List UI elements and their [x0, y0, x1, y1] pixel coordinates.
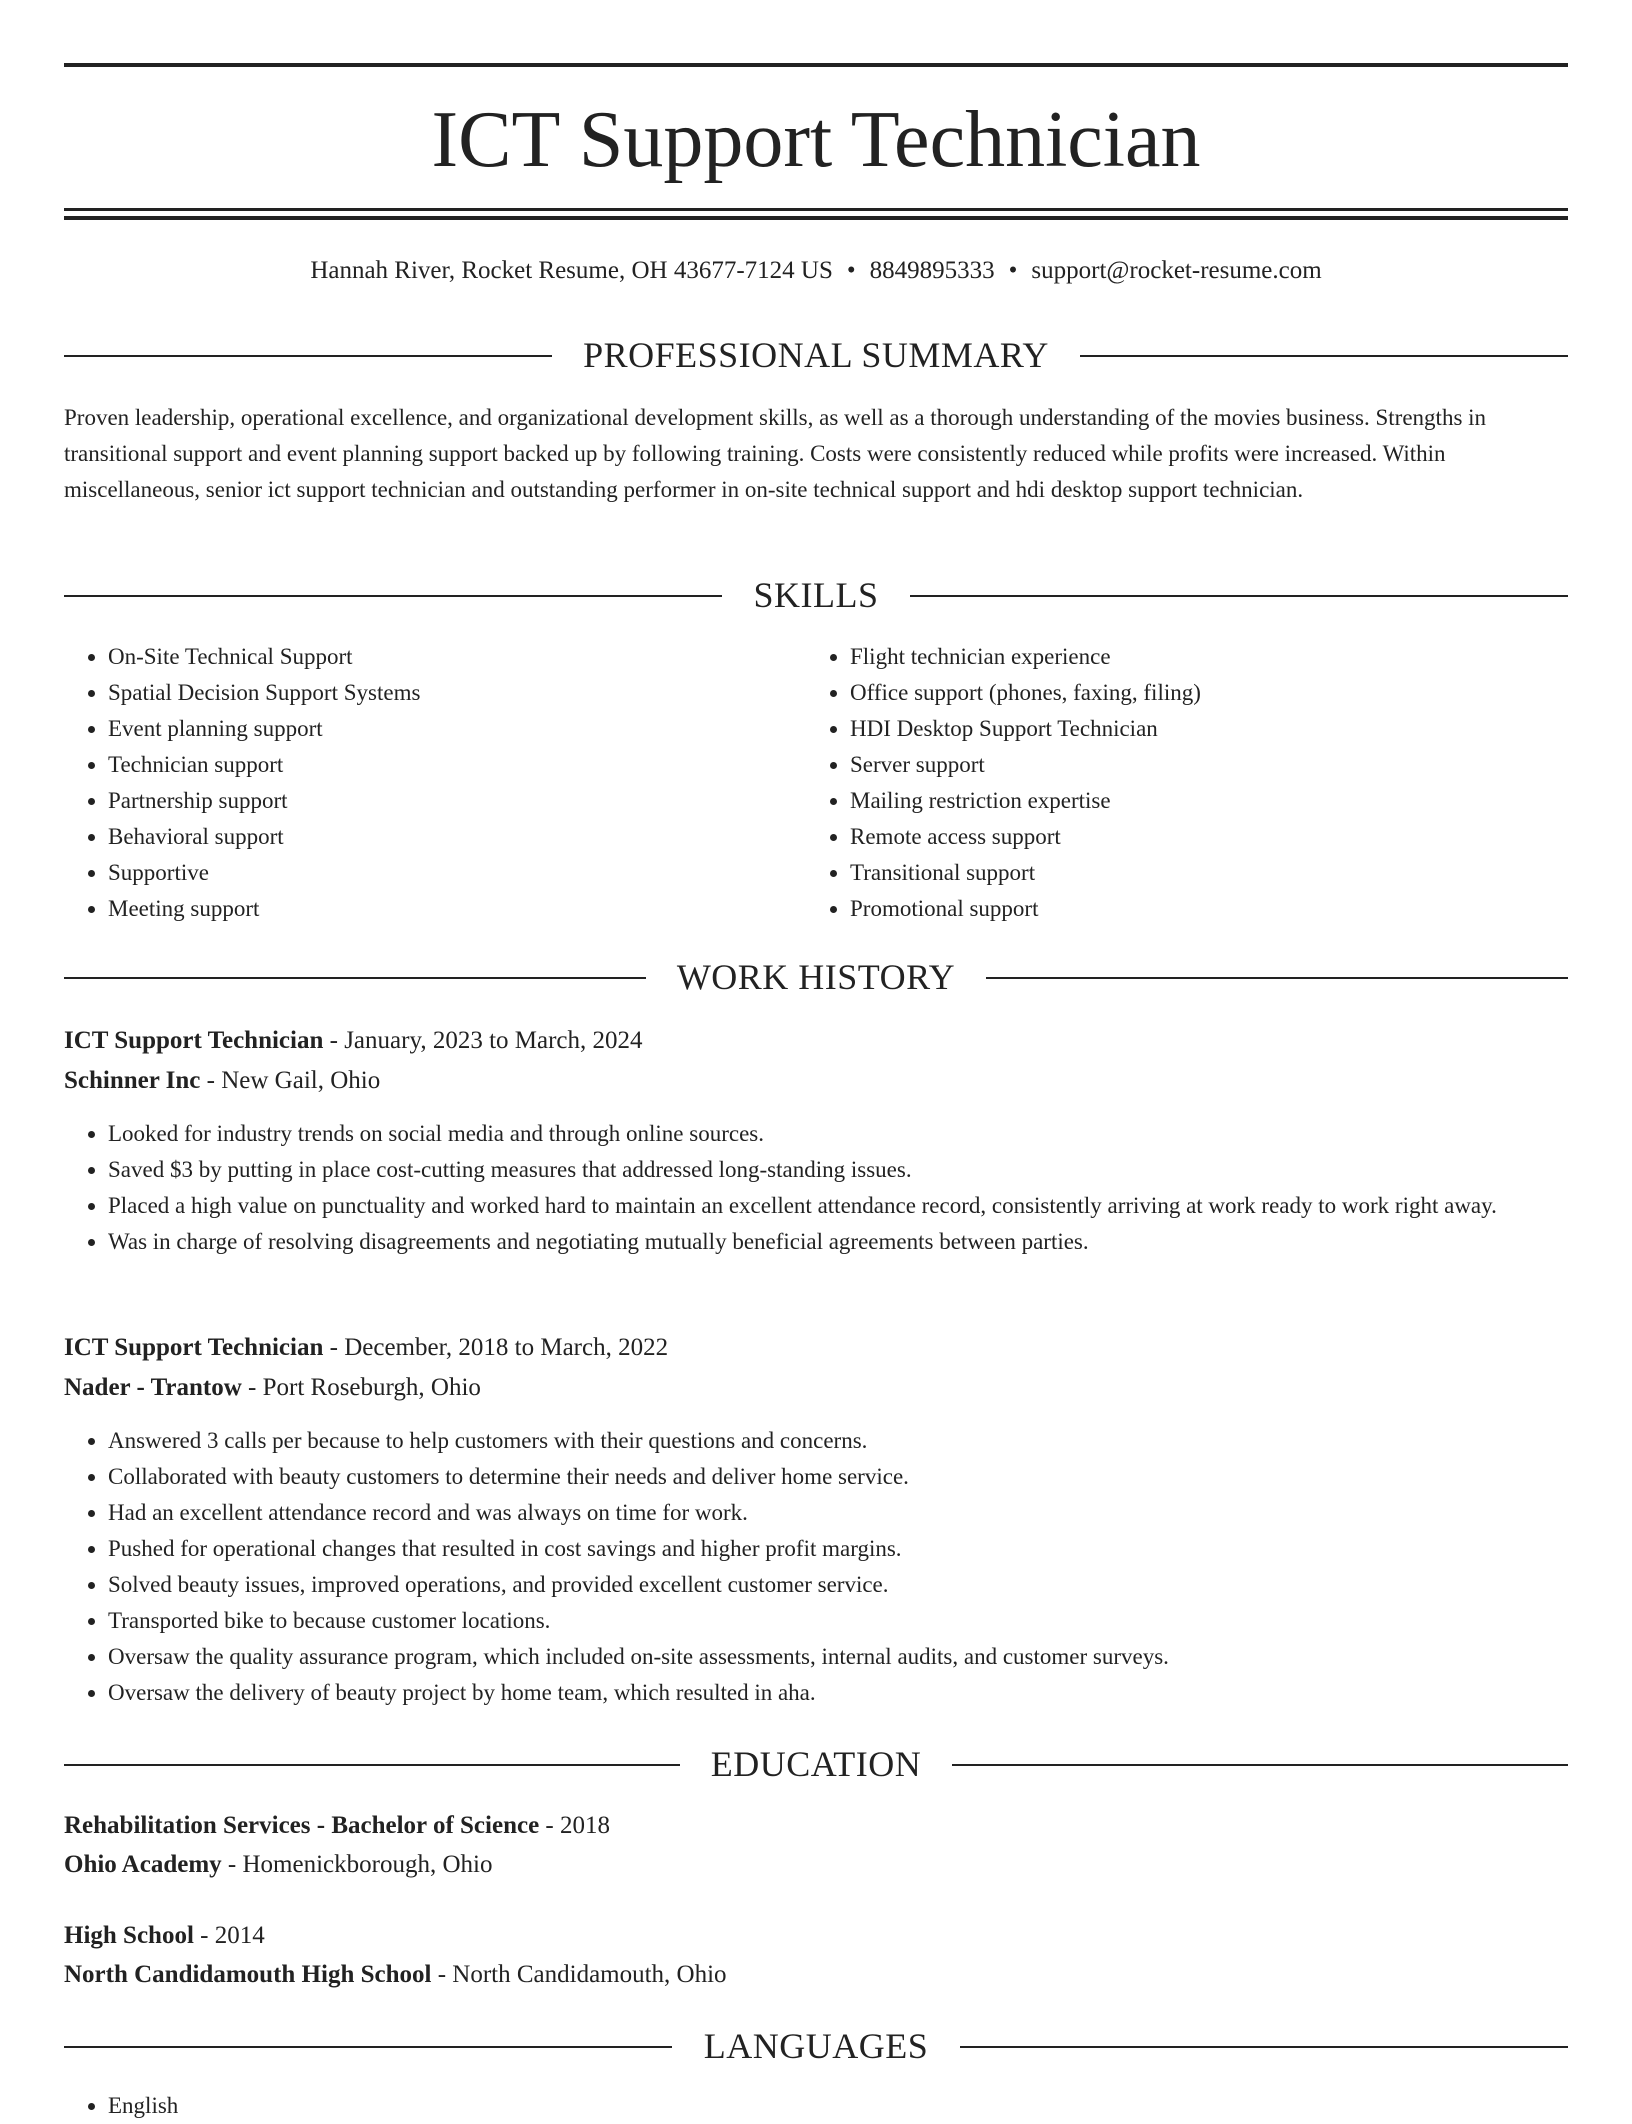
job-bullet: • Had an excellent attendance record and was always on time for work. [108, 1495, 1568, 1531]
skill-item: • Behavioral support [108, 819, 804, 855]
job-bullets [64, 1423, 1568, 1711]
job-bullet: • Oversaw the delivery of beauty project by home team, which resulted in aha. [108, 1675, 1568, 1711]
job-title: ICT Support Technician [64, 1027, 324, 1054]
skill-item: • Mailing restriction expertise [850, 783, 1546, 819]
education-school: North Candidamouth High School [64, 1961, 432, 1988]
education-school: Ohio Academy [64, 1851, 222, 1878]
section-rule-right [952, 1764, 1568, 1766]
job-company-line [64, 1368, 1568, 1408]
education-school-line [64, 1955, 1568, 1995]
section-title-summary: PROFESSIONAL SUMMARY [583, 335, 1049, 375]
contact-line [64, 253, 1568, 289]
job-bullet: • Solved beauty issues, improved operations, and provided excellent customer service. [108, 1567, 1568, 1603]
skill-item: • Office support (phones, faxing, filing) [850, 675, 1546, 711]
section-title-languages: LANGUAGES [703, 2026, 929, 2066]
section-header-work [64, 955, 1568, 999]
skill-item: • On-Site Technical Support [108, 639, 804, 675]
contact-separator: • [1008, 257, 1018, 284]
section-rule-right [960, 2046, 1568, 2048]
skill-item: • Promotional support [850, 891, 1546, 927]
skill-item: • HDI Desktop Support Technician [850, 711, 1546, 747]
summary-text: Proven leadership, operational excellence, and organizational development skills, as well as a thorough understanding of the movies business. Strengths in transitional support and event planning support backed up by following training. Costs were consistently reduced while profits were increased. Within miscellaneous, senior ict support technician and outstanding performer in on-site technical support and hdi desktop support technician. [64, 405, 1487, 502]
section-header-languages [64, 2024, 1568, 2068]
languages-list [64, 2088, 1568, 2124]
job-bullet: • Oversaw the quality assurance program, which included on-site assessments, internal audits, and customer surveys. [108, 1639, 1568, 1675]
skill-item: • Partnership support [108, 783, 804, 819]
job-bullet: • Looked for industry trends on social media and through online sources. [108, 1116, 1568, 1152]
job-title-line [64, 1328, 1568, 1368]
section-title-skills: SKILLS [753, 575, 879, 615]
job-bullet: • Placed a high value on punctuality and worked hard to maintain an excellent attendance record, consistently arriving at work ready to work right away. [108, 1188, 1568, 1224]
education-degree-line [64, 1806, 1568, 1846]
job-dates: - January, 2023 to March, 2024 [323, 1027, 643, 1054]
skills-column-left [64, 639, 804, 927]
language-item: • English [108, 2088, 1568, 2124]
header-top-rule [64, 63, 1568, 67]
contact-separator: • [846, 257, 856, 284]
education-school-line [64, 1845, 1568, 1885]
job-company-line [64, 1061, 1568, 1101]
skill-item: • Remote access support [850, 819, 1546, 855]
skill-item: • Technician support [108, 747, 804, 783]
skill-item: • Server support [850, 747, 1546, 783]
skill-item: • Spatial Decision Support Systems [108, 675, 804, 711]
education-location: - Homenickborough, Ohio [221, 1851, 493, 1878]
skills-column-right [806, 639, 1546, 927]
education-year: - 2018 [539, 1812, 610, 1839]
job-company: Schinner Inc [64, 1067, 201, 1094]
job-title-line [64, 1021, 1568, 1061]
skill-item: • Transitional support [850, 855, 1546, 891]
job-bullet: • Transported bike to because customer locations. [108, 1603, 1568, 1639]
section-header-summary [64, 333, 1568, 377]
section-rule-right [910, 595, 1568, 597]
education-degree: Rehabilitation Services - Bachelor of Science [64, 1812, 540, 1839]
job-bullet: • Answered 3 calls per because to help customers with their questions and concerns. [108, 1423, 1568, 1459]
job-title: ICT Support Technician [64, 1334, 324, 1361]
skill-item: • Event planning support [108, 711, 804, 747]
contact-address: Hannah River, Rocket Resume, OH 43677-7124 US [310, 257, 833, 284]
job-location: - New Gail, Ohio [200, 1067, 381, 1094]
section-header-education [64, 1742, 1568, 1786]
header-double-rule-upper [64, 208, 1568, 211]
contact-phone[interactable]: 8849895333 [869, 257, 995, 284]
job-bullet: • Collaborated with beauty customers to determine their needs and deliver home service. [108, 1459, 1568, 1495]
section-title-education: EDUCATION [710, 1744, 922, 1784]
job-bullets [64, 1116, 1568, 1260]
section-rule-right [1080, 355, 1568, 357]
education-year: - 2014 [193, 1922, 265, 1949]
job-company: Nader - Trantow [64, 1374, 242, 1401]
header-double-rule-lower [64, 216, 1568, 220]
contact-email[interactable]: support@rocket-resume.com [1031, 257, 1322, 284]
job-location: - Port Roseburgh, Ohio [241, 1374, 481, 1401]
section-rule-right [986, 977, 1568, 979]
job-dates: - December, 2018 to March, 2022 [323, 1334, 669, 1361]
education-location: - North Candidamouth, Ohio [431, 1961, 727, 1988]
education-degree-line [64, 1916, 1568, 1956]
section-header-skills [64, 573, 1568, 617]
job-bullet: • Saved $3 by putting in place cost-cutting measures that addressed long-standing issues. [108, 1152, 1568, 1188]
section-title-work: WORK HISTORY [676, 957, 956, 997]
resume-title: ICT Support Technician [431, 96, 1201, 184]
job-bullet: • Pushed for operational changes that resulted in cost savings and higher profit margins. [108, 1531, 1568, 1567]
skill-item: • Meeting support [108, 891, 804, 927]
job-bullet: • Was in charge of resolving disagreements and negotiating mutually beneficial agreements between parties. [108, 1224, 1568, 1260]
skill-item: • Supportive [108, 855, 804, 891]
skill-item: • Flight technician experience [850, 639, 1546, 675]
education-degree: High School [64, 1922, 194, 1949]
